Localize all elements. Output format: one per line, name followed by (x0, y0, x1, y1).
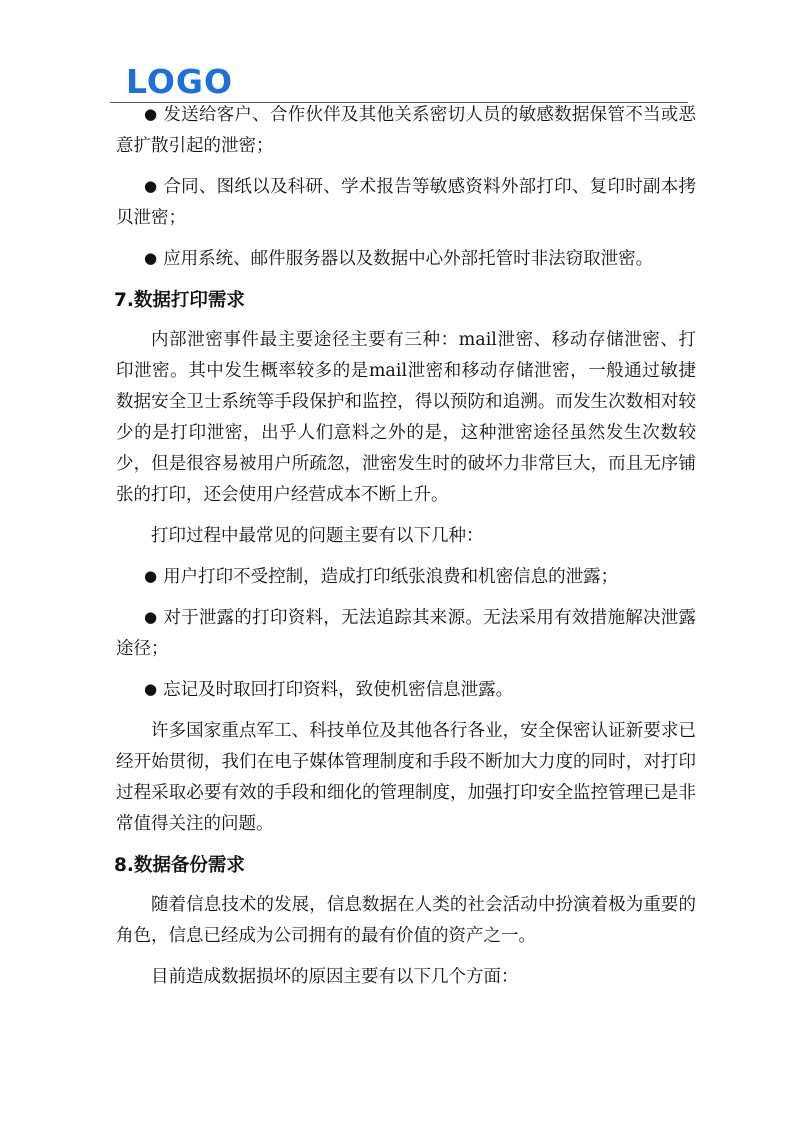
bullet-item: ● 应用系统、邮件服务器以及数据中心外部托管时非法窃取泄密。 (116, 244, 696, 275)
bullet-item: ● 发送给客户、合作伙伴及其他关系密切人员的敏感数据保管不当或恶意扩散引起的泄密； (116, 100, 696, 162)
paragraph: 许多国家重点军工、科技单位及其他各行各业，安全保密认证新要求已经开始贯彻，我们在电子媒体管理制度和手段不断加大力度的同时，对打印过程采取必要有效的手段和细化的管理制度，加强打印安全监控管理已是非常值得关注的问题。 (116, 721, 696, 834)
bullet-item: ● 合同、图纸以及科研、学术报告等敏感资料外部打印、复印时副本拷贝泄密； (116, 172, 696, 234)
paragraph: 目前造成数据损坏的原因主要有以下几个方面： (151, 967, 519, 987)
bullet-item: ● 忘记及时取回打印资料，致使机密信息泄露。 (116, 675, 696, 706)
paragraph: 打印过程中最常见的问题主要有以下几种： (151, 526, 484, 546)
paragraph: 内部泄密事件最主要途径主要有三种：mail泄密、移动存储泄密、打印泄密。其中发生概率较多的是mail泄密和移动存储泄密，一般通过敏捷数据安全卫士系统等手段保护和监控，得以预防和追溯。而发生次数相对较少的是打印泄密，出乎人们意料之外的是，这种泄密途径虽然发生次数较少，但是很容易被用户所疏忽，泄密发生时的破坏力非常巨大，而且无序铺张的打印，还会使用户经营成本不断上升。 (116, 330, 696, 505)
document-body (116, 100, 696, 1003)
page-header (110, 64, 688, 103)
bullet-item: ● 对于泄露的打印资料，无法追踪其来源。无法采用有效措施解决泄露途径； (116, 603, 696, 665)
logo: LOGO (126, 62, 234, 101)
bullet-item: ● 用户打印不受控制，造成打印纸张浪费和机密信息的泄露； (116, 562, 696, 593)
section-heading-8: 8.数据备份需求 (114, 855, 245, 876)
section-heading-7: 7.数据打印需求 (114, 290, 245, 311)
paragraph: 随着信息技术的发展，信息数据在人类的社会活动中扮演着极为重要的角色，信息已经成为公司拥有的最有价值的资产之一。 (116, 895, 696, 946)
